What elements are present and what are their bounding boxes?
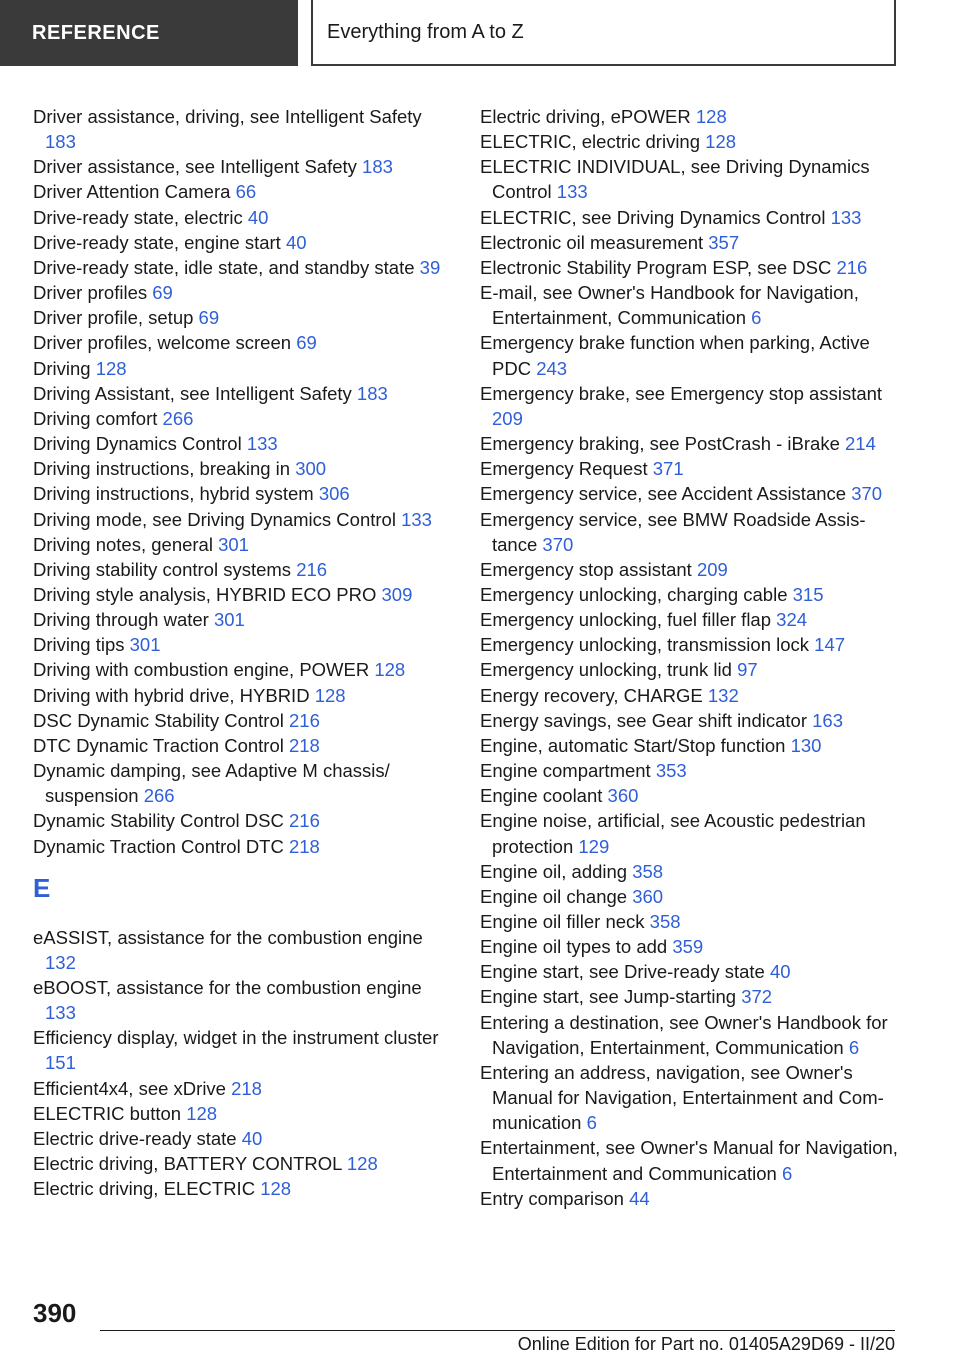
index-entry (33, 532, 443, 557)
index-entry-text: DTC Dynamic Traction Control (33, 734, 284, 756)
index-entry-text: Driving with hybrid drive, HYBRID (33, 684, 310, 706)
index-entry (33, 582, 443, 607)
index-entry (33, 1025, 443, 1075)
index-page-link[interactable]: 301 (218, 533, 249, 555)
index-entry-text: ELECTRIC, electric driving (480, 131, 701, 153)
index-entry-text: Entering an address, navigation, see Owner's Manual for Navigation, Entertainment and Communication (480, 1061, 884, 1134)
index-entry-text: Driving through water (33, 609, 209, 631)
index-entry-text: Driver profiles, welcome screen (33, 332, 292, 354)
index-page-link[interactable]: 128 (314, 684, 346, 706)
index-page-link[interactable]: 69 (296, 332, 317, 354)
index-entry-text: Engine, automatic Start/Stop function (480, 734, 786, 756)
index-entry-text: eBOOST, assistance for the combustion engine (33, 977, 422, 998)
section-tab: REFERENCE (0, 0, 298, 66)
index-entry-text: ELECTRIC INDIVIDUAL, see Driving Dynamics Control (480, 156, 870, 203)
index-entry (33, 381, 443, 406)
index-entry (480, 1010, 900, 1060)
index-page-link[interactable]: 315 (792, 583, 824, 605)
index-page-link[interactable]: 133 (401, 508, 432, 530)
index-entry-text: Drive-ready state, idle state, and standby state (33, 256, 415, 278)
index-entry-text: Drive-ready state, engine start (33, 231, 281, 253)
index-entry (33, 104, 443, 154)
index-page-link[interactable]: 128 (260, 1178, 292, 1200)
index-entry (480, 205, 900, 230)
index-entry (480, 758, 900, 783)
index-page-link[interactable]: 128 (705, 131, 737, 153)
index-entry (33, 607, 443, 632)
index-entry-text: DSC Dynamic Stability Control (33, 709, 284, 731)
index-entry-text: Dynamic damping, see Adaptive M chassis/ suspension (33, 760, 390, 807)
index-page-link[interactable]: 133 (246, 433, 278, 455)
index-entry (33, 808, 443, 833)
index-page-link[interactable]: 370 (851, 483, 883, 505)
index-entry-text: Emergency brake function when parking, Active PDC (480, 332, 870, 379)
index-entry (480, 431, 900, 456)
index-entry-text: Driving mode, see Driving Dynamics Control (33, 508, 396, 530)
index-page-link[interactable]: 218 (288, 835, 320, 857)
index-entry (480, 456, 900, 481)
index-entry-text: Emergency stop assistant (480, 558, 692, 580)
index-page-link[interactable]: 163 (812, 709, 844, 731)
index-entry-text: Engine start, see Drive-ready state (480, 961, 765, 983)
index-entry-text: Driving (33, 357, 91, 379)
index-entry-text: Efficient4x4, see xDrive (33, 1077, 226, 1099)
index-page-link[interactable]: 216 (289, 709, 320, 731)
index-page-link[interactable]: 147 (814, 634, 846, 656)
index-page-link[interactable]: 183 (45, 131, 76, 153)
footer-edition-text: Online Edition for Part no. 01405A29D69 - II/20 (517, 1334, 895, 1354)
index-page-link[interactable]: 97 (737, 659, 758, 681)
index-entry (480, 683, 900, 708)
index-entry (480, 280, 900, 330)
index-entry (33, 179, 443, 204)
index-entry (33, 557, 443, 582)
index-entry (33, 733, 443, 758)
index-page-link[interactable]: 183 (356, 382, 388, 404)
index-page-link[interactable]: 183 (362, 156, 393, 178)
index-entry-text: Driving Assistant, see Intelligent Safety (33, 382, 352, 404)
index-entry (33, 154, 443, 179)
index-entry (480, 984, 900, 1009)
index-entry-text: Engine coolant (480, 785, 603, 807)
index-entry (33, 431, 443, 456)
index-page-link[interactable]: 69 (198, 307, 220, 329)
page-header (0, 0, 960, 68)
index-entry-text: Energy recovery, CHARGE (480, 684, 703, 706)
index-page-link[interactable]: 372 (741, 986, 773, 1008)
index-page-link[interactable]: 324 (776, 609, 808, 631)
index-column-right (480, 104, 900, 1211)
index-entry-text: Electric driving, ELECTRIC (33, 1178, 256, 1200)
index-entry-text: Dynamic Stability Control DSC (33, 810, 284, 832)
index-entry-text: Electronic oil measurement (480, 231, 704, 253)
index-page-link[interactable]: 133 (45, 1002, 76, 1024)
index-entry (480, 708, 900, 733)
index-letter-heading: E (33, 872, 51, 903)
index-entry-text: Drive-ready state, electric (33, 206, 243, 228)
index-entry-text: Dynamic Traction Control DTC (33, 835, 284, 857)
index-entry-text: Driver Attention Camera (33, 181, 231, 203)
index-page-link[interactable]: 218 (231, 1077, 262, 1099)
index-page-link[interactable]: 216 (836, 256, 868, 278)
index-entry (33, 230, 443, 255)
index-page-link[interactable]: 358 (649, 911, 681, 932)
index-entry (33, 507, 443, 532)
index-entry (33, 406, 443, 431)
index-entry (480, 230, 900, 255)
index-entry-text: Driver assistance, see Intelligent Safety (33, 156, 357, 178)
index-page-link[interactable]: 266 (162, 407, 194, 429)
index-page-link[interactable]: 371 (652, 458, 684, 480)
index-entry-text: Driving style analysis, HYBRID ECO PRO (33, 583, 377, 605)
index-entry-text: Driver profile, setup (33, 307, 194, 329)
index-entry-text: Emergency unlocking, charging cable (480, 583, 788, 605)
index-entry-text: Electric drive-ready state (33, 1127, 237, 1149)
index-entry (480, 859, 900, 884)
index-entry (33, 456, 443, 481)
index-page-link[interactable]: 209 (696, 558, 728, 580)
index-entry-text: Entry comparison (480, 1187, 624, 1209)
index-page-link[interactable]: 301 (213, 609, 245, 631)
index-page-link[interactable]: 6 (751, 307, 762, 329)
index-entry (480, 129, 900, 154)
index-entry-text: Engine start, see Jump-starting (480, 986, 737, 1008)
index-entry (480, 582, 900, 607)
index-entry (480, 657, 900, 682)
index-page-link[interactable]: 128 (374, 659, 406, 681)
index-entry-text: Driving instructions, hybrid system (33, 483, 314, 505)
index-entry-text: Engine oil change (480, 885, 628, 907)
index-page-link[interactable]: 128 (346, 1153, 378, 1175)
index-entry (480, 934, 900, 959)
index-page-link[interactable]: 39 (419, 256, 441, 278)
index-entry-text: Electric driving, BATTERY CONTROL (33, 1153, 342, 1175)
index-page-link[interactable]: 130 (790, 734, 822, 756)
index-page-link[interactable]: 40 (285, 231, 307, 253)
index-page-link[interactable]: 6 (848, 1036, 860, 1058)
index-entry-text: Engine oil filler neck (480, 911, 645, 932)
index-entry (480, 1135, 900, 1185)
index-page-link[interactable]: 216 (296, 558, 328, 580)
index-entry-text: Electric driving, ePOWER (480, 106, 691, 127)
index-entry-text: Driving tips (33, 634, 125, 656)
index-entry (33, 1101, 443, 1126)
index-page-link[interactable]: 266 (143, 785, 175, 807)
index-page-link[interactable]: 209 (492, 407, 523, 429)
index-page-link[interactable]: 358 (632, 860, 664, 882)
index-entry (480, 783, 900, 808)
index-page-link[interactable]: 301 (129, 634, 161, 656)
index-page-link[interactable]: 40 (769, 961, 791, 983)
index-entry-text: Engine compartment (480, 760, 651, 782)
index-entry (480, 481, 900, 506)
index-entry-text: Driving notes, general (33, 533, 213, 555)
footer-divider (100, 1330, 895, 1331)
index-entry (480, 733, 900, 758)
index-entry-text: Emergency unlocking, trunk lid (480, 659, 732, 681)
index-page-link[interactable]: 66 (235, 181, 257, 203)
index-entry-text: ELECTRIC, see Driving Dynamics Control (480, 206, 826, 228)
index-entry (33, 481, 443, 506)
index-entry-text: Engine oil types to add (480, 936, 668, 958)
index-entry-text: Driving stability control systems (33, 558, 292, 580)
index-entry-text: Driving Dynamics Control (33, 433, 242, 455)
index-entry (33, 280, 443, 305)
index-page-link[interactable]: 132 (45, 951, 76, 973)
index-page-link[interactable]: 218 (288, 734, 320, 756)
index-page-link[interactable]: 359 (672, 936, 704, 958)
index-page-link[interactable]: 151 (45, 1052, 76, 1074)
index-entry (480, 884, 900, 909)
index-entry-text: Efficiency display, widget in the instrument cluster (33, 1027, 439, 1049)
index-entry-text: Entertainment, see Owner's Manual for Navigation, Entertainment and Communication (480, 1137, 898, 1184)
page-number: 390 (33, 1298, 77, 1328)
index-entry (480, 255, 900, 280)
index-entry (33, 255, 443, 280)
index-page-link[interactable]: 216 (289, 810, 320, 832)
index-entry (33, 657, 443, 682)
index-entry (480, 104, 900, 129)
index-entry-text: Driving with combustion engine, POWER (33, 659, 370, 681)
index-entry (33, 632, 443, 657)
index-entry-text: Emergency unlocking, fuel filler flap (480, 609, 772, 631)
index-entry (480, 959, 900, 984)
index-entry-text: Emergency service, see Accident Assistance (480, 483, 847, 505)
index-page-link[interactable]: 129 (578, 835, 610, 857)
index-column-left (33, 104, 443, 1201)
index-page-link[interactable]: 128 (186, 1102, 218, 1124)
index-page-link[interactable]: 300 (295, 458, 327, 480)
index-entry-text: Driver profiles (33, 282, 148, 304)
index-entry-text: eASSIST, assistance for the combustion engine (33, 926, 423, 948)
index-entry-text: Driving instructions, breaking in (33, 458, 291, 480)
index-entry-text: ELECTRIC button (33, 1102, 182, 1124)
index-entry (480, 507, 900, 557)
index-entry (33, 708, 443, 733)
index-page-link[interactable]: 132 (707, 684, 739, 706)
index-entry (480, 330, 900, 380)
index-page-link[interactable]: 243 (536, 357, 568, 379)
index-entry (33, 758, 443, 808)
index-entry (480, 154, 900, 204)
index-page-link[interactable]: 133 (830, 206, 862, 228)
index-entry-text: Driver assistance, driving, see Intelligent Safety (33, 106, 422, 127)
index-page-link[interactable]: 306 (318, 483, 350, 505)
index-page-link[interactable]: 360 (632, 885, 664, 907)
index-entry-text: Emergency braking, see PostCrash - iBrake (480, 433, 840, 455)
index-entry (33, 834, 443, 859)
index-entry (33, 205, 443, 230)
index-entry-text: Emergency unlocking, transmission lock (480, 634, 810, 656)
index-page-link[interactable]: 214 (845, 433, 876, 455)
index-entry (33, 1151, 443, 1176)
index-entry (33, 925, 443, 975)
index-entry (33, 975, 443, 1025)
index-entry (33, 305, 443, 330)
index-entry (33, 683, 443, 708)
index-entry (480, 1186, 900, 1211)
index-entry-text: Driving comfort (33, 407, 158, 429)
index-entry-text: Emergency service, see BMW Roadside Assistance (480, 508, 866, 555)
index-entry (33, 1176, 443, 1201)
section-title: Everything from A to Z (311, 0, 896, 66)
index-page-link[interactable]: 309 (381, 583, 413, 605)
index-page-link[interactable]: 370 (542, 533, 574, 555)
index-entry (480, 808, 900, 858)
index-entry (480, 909, 900, 934)
index-page-link[interactable]: 360 (607, 785, 639, 807)
index-entry (33, 356, 443, 381)
index-entry (480, 1060, 900, 1135)
index-entry (480, 632, 900, 657)
index-entry (480, 381, 900, 431)
index-entry-text: Engine noise, artificial, see Acoustic pedestrian protection (480, 810, 866, 857)
index-entry-text: Energy savings, see Gear shift indicator (480, 709, 807, 731)
index-entry (33, 1126, 443, 1151)
index-entry (33, 330, 443, 355)
index-page-link[interactable]: 40 (241, 1127, 263, 1149)
index-page-link[interactable]: 6 (782, 1162, 793, 1184)
index-entry-text: E-mail, see Owner's Handbook for Navigation, Entertainment, Communication (480, 282, 859, 329)
index-entry-text: Emergency brake, see Emergency stop assistant (480, 382, 883, 404)
index-page-link[interactable]: 44 (629, 1187, 650, 1209)
index-page-link[interactable]: 128 (95, 357, 127, 379)
index-page-link[interactable]: 357 (708, 231, 740, 253)
index-entry (480, 607, 900, 632)
index-entry-text: Entering a destination, see Owner's Handbook for Navigation, Entertainment, Communication (480, 1011, 888, 1058)
index-page-link[interactable]: 6 (586, 1112, 597, 1134)
index-entry-text: Emergency Request (480, 458, 648, 480)
index-page-link[interactable]: 128 (695, 106, 727, 127)
index-entry-text: Electronic Stability Program ESP, see DSC (480, 256, 832, 278)
index-page-link[interactable]: 353 (655, 760, 687, 782)
index-page-link[interactable]: 133 (556, 181, 588, 203)
index-page-link[interactable]: 69 (152, 282, 173, 304)
index-entry (480, 557, 900, 582)
index-entry (33, 1076, 443, 1101)
index-page-link[interactable]: 40 (247, 206, 269, 228)
index-entry-text: Engine oil, adding (480, 860, 628, 882)
